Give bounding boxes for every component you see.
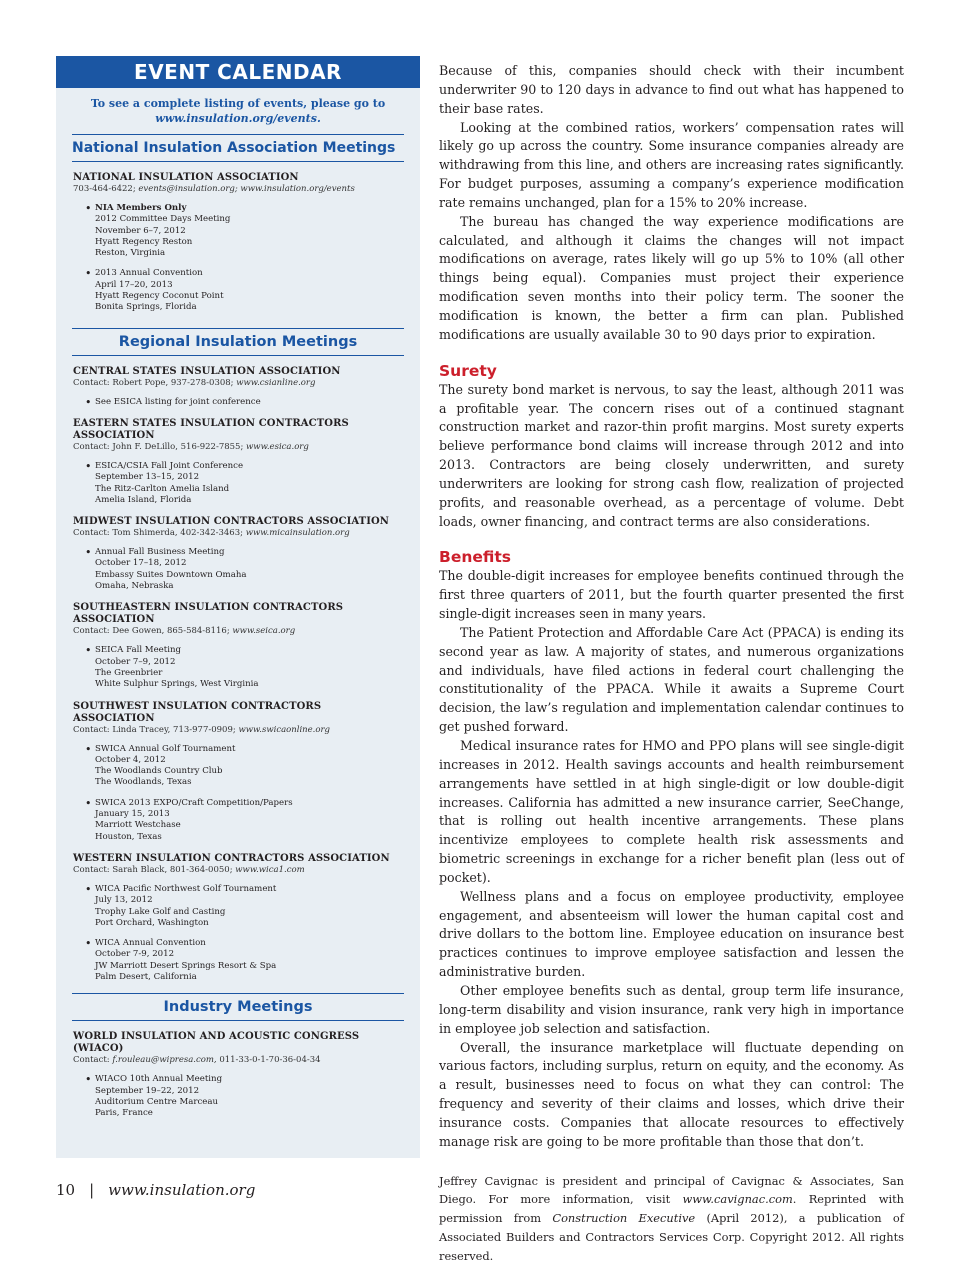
paragraph: Wellness plans and a focus on employee productivity, employee engagement, and absenteeism will lower the human capital cost and drive dollars to the bottom line. Employee education on insurance best practices continues to improve employee satisfaction and lessen the administrative burden.: [439, 888, 904, 980]
organization-block: [73, 1031, 404, 1119]
contact-text: Contact: Linda Tracey, 713-977-0909;: [73, 724, 239, 735]
event-title: • NIA Members Only: [95, 203, 187, 213]
event-item: [85, 1074, 404, 1119]
paragraph: Medical insurance rates for HMO and PPO plans will see single-digit increases in 2012. Health savings accounts and health reimbursement arrangements have settled in at high single-digit or low double-digit increases. California has admitted a new insurance carrier, SeeChange, that is rolling out health incentive arrangements. These plans incentivize employees to complete health risk assessments and biometric screenings in exchange for a richer benefit plan (less out of pocket).: [439, 738, 904, 885]
paragraph: Other employee benefits such as dental, group term life insurance, long-term disability and vision insurance, rank very high in importance in employee job selection and satisfaction.: [439, 982, 904, 1036]
event-calendar-intro: [72, 96, 404, 126]
event-item: [85, 547, 404, 592]
surety-heading: Surety: [439, 361, 497, 380]
page-number: 10: [56, 1181, 76, 1199]
event-title: • WICA Annual Convention: [95, 938, 206, 949]
benefits-heading: Benefits: [439, 548, 511, 567]
event-detail: Palm Desert, California: [95, 971, 197, 982]
event-detail: JW Marriott Desert Springs Resort & Spa: [95, 960, 277, 971]
event-item: [85, 461, 404, 506]
event-list: [73, 203, 404, 314]
contact-link[interactable]: www.seica.org: [232, 626, 296, 637]
event-detail: October 17–18, 2012: [95, 558, 187, 569]
event-detail: January 15, 2013: [95, 809, 170, 820]
event-detail: Bonita Springs, Florida: [95, 302, 197, 313]
intro-text: To see a complete listing of events, please go to: [90, 97, 386, 110]
event-detail: 2012 Committee Days Meeting: [95, 214, 231, 225]
paragraph: The bureau has changed the way experience modifications are calculated, and although it claims the changes will not impact modifications on average, rates likely will go up 5% to 10% (all other things being equal). Companies must project their experience modification seven months into their policy term. The sooner the modification is known, the better a firm can plan. Published modifications are usually available 30 to 90 days prior to expiration.: [439, 213, 904, 342]
event-detail: Omaha, Nebraska: [95, 581, 174, 592]
cavignac-link[interactable]: www.cavignac.com: [682, 1192, 793, 1207]
event-title: • SWICA 2013 EXPO/Craft Competition/Papers: [95, 797, 293, 808]
event-detail: October 7-9, 2012: [95, 949, 175, 960]
event-title: • SWICA Annual Golf Tournament: [95, 743, 236, 754]
author-bio: [439, 1172, 904, 1266]
organization-block: [73, 172, 404, 314]
organization-block: [73, 366, 404, 408]
event-item: [85, 744, 404, 789]
paragraph: The double-digit increases for employee benefits continued through the first three quarters of 2011, but the fourth quarter presented the first single-digit increases seen in many years.: [439, 568, 904, 622]
event-detail: Reston, Virginia: [95, 248, 166, 259]
event-detail: Trophy Lake Golf and Casting: [95, 906, 226, 917]
event-item: [85, 268, 404, 313]
organization-block: [73, 701, 404, 843]
bio-text: . Reprinted with permission from: [439, 1192, 905, 1226]
industry-meetings-section: [56, 1031, 420, 1119]
organization-block: [73, 516, 404, 592]
contact-link[interactable]: www.esica.org: [246, 441, 309, 452]
event-item: [85, 798, 404, 843]
event-detail: The Greenbrier: [95, 667, 163, 678]
organization-contact: [73, 378, 404, 389]
paragraph: The surety bond market is nervous, to say the least, although 2011 was a profitable year. The concern rises out of a continued stagnant construction market and razor-thin profit margins. Most surety experts believe performance bond claims will increase through 2012 and into 2013. Contractors are being closely underwritten, and surety underwriters are looking for strong cash flow, realization of projected profits, and reasonable overhead, as a percentage of volume. Debt loads, owner financing, and contract terms are also considerations.: [439, 381, 904, 529]
event-list: [73, 461, 404, 506]
contact-link[interactable]: www.swicaonline.org: [238, 724, 330, 735]
organization-contact: [73, 1055, 404, 1066]
event-detail: Amelia Island, Florida: [95, 494, 192, 505]
event-detail: Embassy Suites Downtown Omaha: [95, 569, 247, 580]
event-detail: October 7–9, 2012: [95, 656, 176, 667]
event-detail: Hyatt Regency Reston: [95, 236, 193, 247]
event-detail: Paris, France: [95, 1108, 153, 1119]
organization-name: SOUTHWEST INSULATION CONTRACTORS ASSOCIATION: [73, 700, 322, 724]
industry-meetings-heading: Industry Meetings: [72, 993, 404, 1021]
organization-contact: [73, 865, 404, 876]
organization-name: NATIONAL INSULATION ASSOCIATION: [73, 172, 299, 183]
paragraph: Because of this, companies should check with their incumbent underwriter 90 to 120 days in advance to find out what has happened to their base rates.: [439, 63, 904, 116]
contact-text: 703-464-6422;: [73, 184, 139, 194]
regional-meetings-section: [56, 366, 420, 984]
contact-link[interactable]: www.csianline.org: [236, 377, 316, 388]
event-title: • See ESICA listing for joint conference: [95, 396, 261, 407]
paragraph: Looking at the combined ratios, workers’ compensation rates will likely go up across the country. Some insurance companies already are withdrawing from this line, and others are increasing rates significantly. For budget purposes, assuming a company’s experience modification rate remains unchanged, plan for a 15% to 20% increase.: [439, 119, 904, 210]
event-list: [73, 547, 404, 592]
paragraph: The Patient Protection and Affordable Care Act (PPACA) is ending its second year as law. A majority of states, and numerous organizations and individuals, have filed actions in federal court challenging the constitutionality of the PPACA. While it awaits a Supreme Court decision, the law’s regulation and implementation calendar continues to get pushed forward.: [439, 624, 904, 735]
event-item: [85, 203, 404, 259]
event-detail: Hyatt Regency Coconut Point: [95, 291, 224, 302]
event-title: • 2013 Annual Convention: [95, 268, 203, 279]
event-detail: April 17–20, 2013: [95, 279, 173, 290]
event-list: [73, 744, 404, 843]
article-column: [439, 62, 904, 1266]
contact-text: Contact: John F. DeLillo, 516-922-7855;: [73, 441, 247, 452]
bio-text: (April 2012), a publication of Associated Builders and Contractors Services Corp. Copyright 2012. All rights reserved.: [439, 1211, 904, 1264]
event-detail: Auditorium Centre Marceau: [95, 1096, 219, 1107]
event-calendar-sidebar: [56, 56, 420, 1158]
organization-block: [73, 418, 404, 506]
contact-text: Contact: Dee Gowen, 865-584-8116;: [73, 626, 233, 637]
event-list: [73, 1074, 404, 1119]
publication-title: Construction Executive: [552, 1211, 696, 1226]
contact-text: Contact: Tom Shimerda, 402-342-3463;: [73, 528, 246, 539]
event-detail: July 13, 2012: [95, 895, 153, 906]
event-detail: The Woodlands Country Club: [95, 766, 223, 777]
event-detail: Port Orchard, Washington: [95, 917, 209, 928]
event-detail: Marriott Westchase: [95, 820, 181, 831]
organization-name: WORLD INSULATION AND ACOUSTIC CONGRESS (WIACO): [73, 1031, 360, 1055]
organization-name: MIDWEST INSULATION CONTRACTORS ASSOCIATION: [73, 516, 390, 528]
event-detail: The Woodlands, Texas: [95, 777, 192, 788]
organization-block: [73, 853, 404, 983]
organization-name: SOUTHEASTERN INSULATION CONTRACTORS ASSOCIATION: [73, 602, 344, 626]
event-title: • WIACO 10th Annual Meeting: [95, 1074, 223, 1085]
contact-phone: 011-33-0-1-70-36-04-34: [216, 1055, 321, 1066]
organization-contact: [73, 528, 404, 539]
national-meetings-section: [56, 172, 420, 314]
event-item: [85, 884, 404, 929]
event-detail: October 4, 2012: [95, 754, 166, 765]
regional-meetings-heading: Regional Insulation Meetings: [72, 328, 404, 356]
event-detail: September 13–15, 2012: [95, 472, 200, 483]
footer-url[interactable]: www.insulation.org: [108, 1181, 256, 1199]
event-title: • SEICA Fall Meeting: [95, 645, 182, 656]
event-title: • Annual Fall Business Meeting: [95, 547, 225, 558]
event-list: [73, 645, 404, 690]
organization-contact: [73, 442, 404, 453]
organization-name: WESTERN INSULATION CONTRACTORS ASSOCIATION: [73, 852, 390, 864]
organization-contact: [73, 626, 404, 637]
contact-link[interactable]: f.rouleau@wipresa.com,: [112, 1055, 217, 1066]
event-list: [73, 397, 404, 408]
event-detail: The Ritz-Carlton Amelia Island: [95, 483, 230, 494]
organization-name: CENTRAL STATES INSULATION ASSOCIATION: [73, 365, 341, 377]
event-detail: November 6–7, 2012: [95, 225, 186, 236]
organization-name: EASTERN STATES INSULATION CONTRACTORS ASSOCIATION: [73, 417, 349, 441]
event-list: [73, 884, 404, 983]
event-calendar-title: EVENT CALENDAR: [56, 56, 420, 88]
contact-text: Contact: Sarah Black, 801-364-0050;: [73, 864, 236, 875]
page-footer: [56, 1181, 255, 1199]
organization-block: [73, 602, 404, 690]
event-detail: September 19–22, 2012: [95, 1085, 200, 1096]
contact-text: Contact: Robert Pope, 937-278-0308;: [73, 377, 237, 388]
event-item: [85, 397, 404, 408]
events-link[interactable]: www.insulation.org/events.: [155, 112, 321, 125]
event-item: [85, 938, 404, 983]
bio-text: Jeffrey Cavignac is president and principal of Cavignac & Associates, San Diego. For more information, visit: [439, 1173, 904, 1207]
event-detail: White Sulphur Springs, West Virginia: [95, 679, 259, 690]
organization-contact: [73, 725, 404, 736]
organization-contact: [73, 184, 404, 195]
contact-link[interactable]: www.micainsulation.org: [245, 528, 350, 539]
national-meetings-heading: National Insulation Association Meetings: [72, 134, 404, 162]
contact-text: Contact:: [73, 1055, 113, 1066]
contact-link[interactable]: events@insulation.org; www.insulation.org/events: [138, 184, 355, 194]
footer-separator: |: [89, 1181, 95, 1199]
event-title: • ESICA/CSIA Fall Joint Conference: [95, 460, 244, 471]
event-title: • WICA Pacific Northwest Golf Tournament: [95, 883, 277, 894]
event-detail: Houston, Texas: [95, 831, 162, 842]
paragraph: Overall, the insurance marketplace will fluctuate depending on various factors, including surplus, return on equity, and the economy. As a result, businesses need to focus on what they can control: The frequency and severity of their claims and losses, which drive their insurance costs. Companies that allocate resources to effectively manage risk are going to be more profitable than those that don’t.: [439, 1039, 904, 1149]
event-item: [85, 645, 404, 690]
contact-link[interactable]: www.wica1.com: [235, 864, 305, 875]
